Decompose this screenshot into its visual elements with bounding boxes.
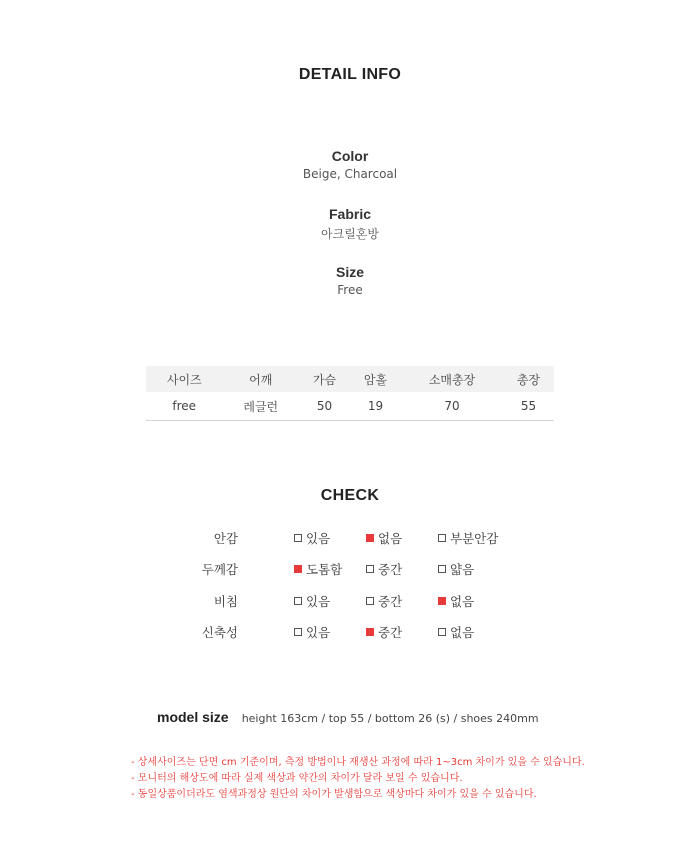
option-label: 중간 (378, 594, 403, 609)
check-row-lining (0, 529, 700, 549)
table-header-cell: 암홀 (350, 366, 401, 392)
note-line: - 모니터의 해상도에 따라 실제 색상과 약간의 차이가 달라 보일 수 있습니다. (131, 773, 463, 784)
option-label: 있음 (306, 531, 331, 546)
checkbox-icon (366, 565, 374, 573)
check-row-label: 두께감 (201, 562, 238, 577)
model-size-value: height 163cm / top 55 / bottom 26 (s) / shoes 240mm (241, 712, 539, 725)
fabric-value: 아크릴혼방 (321, 227, 379, 241)
check-row-elasticity (0, 623, 700, 643)
table-cell: 50 (299, 392, 350, 421)
checkbox-icon (366, 628, 374, 636)
checkbox-icon (294, 628, 302, 636)
check-row-thickness (0, 560, 700, 580)
fabric-label: Fabric (328, 206, 371, 222)
check-option (294, 592, 330, 610)
table-cell: 레글런 (223, 392, 300, 421)
table-cell: 70 (401, 392, 503, 421)
size-label: Size (335, 264, 364, 280)
option-label: 부분안감 (450, 531, 499, 546)
note-line: - 상세사이즈는 단면 cm 기준이며, 측정 방법이나 재생산 과정에 따라 1~3cm 차이가 있을 수 있습니다. (131, 757, 585, 768)
table-header-cell: 소매총장 (401, 366, 503, 392)
check-row-label: 신축성 (201, 625, 238, 640)
check-option (438, 560, 474, 578)
color-value: Beige, Charcoal (302, 167, 398, 181)
table-header-cell: 사이즈 (146, 366, 223, 392)
detail-info-title: DETAIL INFO (298, 66, 402, 83)
option-label: 도톰함 (306, 562, 343, 577)
checkbox-icon (438, 565, 446, 573)
model-size (157, 707, 539, 726)
check-option (366, 529, 402, 547)
option-label: 중간 (378, 562, 403, 577)
table-header-cell: 가슴 (299, 366, 350, 392)
model-size-label: model size (157, 709, 229, 725)
note-line: - 동일상품이더라도 염색과정상 원단의 차이가 발생함으로 색상마다 차이가 있을 수 있습니다. (131, 789, 537, 800)
check-option (294, 529, 330, 547)
check-title: CHECK (320, 487, 380, 504)
check-option (366, 592, 402, 610)
checkbox-icon (294, 597, 302, 605)
table-cell: 19 (350, 392, 401, 421)
check-option (438, 592, 474, 610)
check-option (294, 560, 342, 578)
check-option (294, 623, 330, 641)
check-option (366, 623, 402, 641)
check-row-sheerness (0, 592, 700, 612)
checkbox-icon (366, 534, 374, 542)
option-label: 있음 (306, 625, 331, 640)
check-option (366, 560, 402, 578)
option-label: 없음 (450, 625, 475, 640)
checkbox-icon (294, 565, 302, 573)
size-table (146, 366, 554, 421)
notes (131, 755, 585, 803)
table-header-cell: 어깨 (223, 366, 300, 392)
checkbox-icon (438, 534, 446, 542)
color-label: Color (331, 148, 369, 164)
size-value: Free (337, 283, 363, 297)
option-label: 없음 (378, 531, 403, 546)
check-row-label: 비침 (213, 594, 238, 609)
checkbox-icon (366, 597, 374, 605)
checkbox-icon (294, 534, 302, 542)
table-header-cell: 총장 (503, 366, 554, 392)
option-label: 있음 (306, 594, 331, 609)
checkbox-icon (438, 628, 446, 636)
option-label: 얇음 (450, 562, 475, 577)
table-cell: free (146, 392, 223, 421)
check-option (438, 529, 498, 547)
checkbox-icon (438, 597, 446, 605)
check-option (438, 623, 474, 641)
option-label: 중간 (378, 625, 403, 640)
check-row-label: 안감 (213, 531, 238, 546)
size-table-header (146, 366, 554, 392)
table-cell: 55 (503, 392, 554, 421)
option-label: 없음 (450, 594, 475, 609)
table-row (146, 392, 554, 421)
